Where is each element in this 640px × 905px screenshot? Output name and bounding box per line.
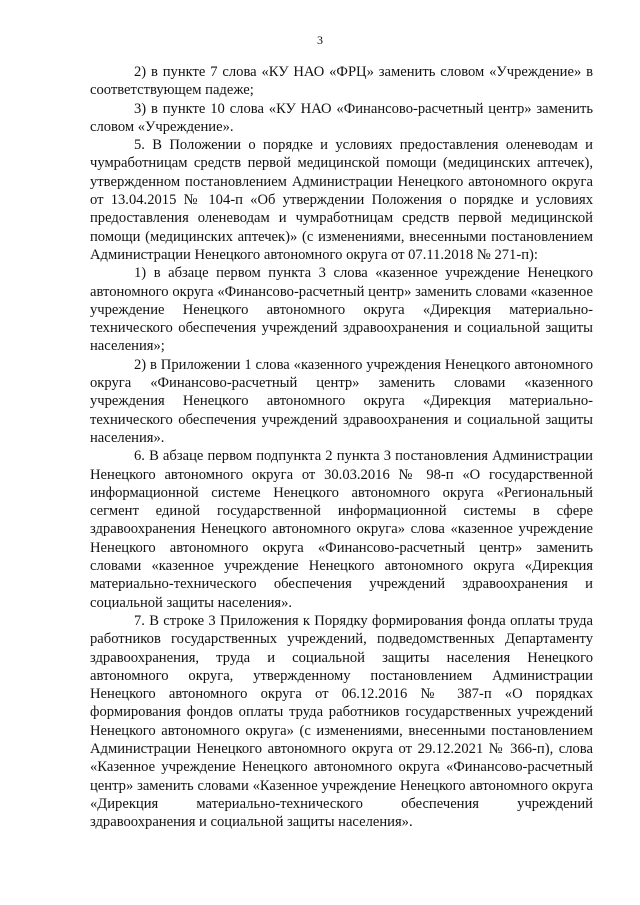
- paragraph-section-5: 5. В Положении о порядке и условиях предоставления оленеводам и чумработницам средств первой медицинской помощи (медицинских аптечек), утвержденном постановлением Администрации Ненецкого автономного округа от 13.04.2015 № 104-п «Об утверждении Положения о порядке и условиях предоставления оленеводам и чумработницам средств первой медицинской помощи (медицинских аптечек)» (с изменениями, внесенными постановлением Администрации Ненецкого автономного округа от 07.11.2018 № 271-п):: [90, 137, 593, 263]
- paragraph-section-5-item-2: 2) в Приложении 1 слова «казенного учреждения Ненецкого автономного округа «Финансово-расчетный центр» заменить словами «казенного учреждения Ненецкого автономного округа «Дирекция материально-технического обеспечения учреждений здравоохранения и социальной защиты населения».: [90, 356, 593, 446]
- document-body: [90, 63, 593, 831]
- paragraph-item-3: 3) в пункте 10 слова «КУ НАО «Финансово-расчетный центр» заменить словом «Учреждение».: [90, 100, 593, 135]
- paragraph-section-6: 6. В абзаце первом подпункта 2 пункта 3 постановления Администрации Ненецкого автономного округа от 30.03.2016 № 98-п «О государственной информационной системе Ненецкого автономного округа «Региональный сегмент единой государственной информационной системы в сфере здравоохранения Ненецкого автономного округа» слова «казенное учреждение Ненецкого автономного округа «Финансово-расчетный центр» заменить словами «казенное учреждение Ненецкого автономного округа «Дирекция материально-технического обеспечения учреждений здравоохранения и социальной защиты населения».: [90, 448, 593, 611]
- paragraph-section-7: 7. В строке 3 Приложения к Порядку формирования фонда оплаты труда работников государственных учреждений, подведомственных Департаменту здравоохранения, труда и социальной защиты населения Ненецкого автономного округа, утвержденному постановлением Администрации Ненецкого автономного округа от 06.12.2016 № 387-п «О порядках формирования фондов оплаты труда работников государственных учреждений Ненецкого автономного округа» (с изменениями, внесенными постановлением Администрации Ненецкого автономного округа от 29.12.2021 № 366-п), слова «Казенное учреждение Ненецкого автономного округа «Финансово-расчетный центр» заменить словами «Казенное учреждение Ненецкого автономного округа «Дирекция материально-технического обеспечения учреждений здравоохранения и социальной защиты населения».: [90, 612, 593, 831]
- page-number: 3: [317, 33, 323, 47]
- paragraph-section-5-item-1: 1) в абзаце первом пункта 3 слова «казенное учреждение Ненецкого автономного округа «Финансово-расчетный центр» заменить словами «казенное учреждение Ненецкого автономного округа «Дирекция материально-технического обеспечения учреждений здравоохранения и социальной защиты населения»;: [90, 265, 593, 355]
- paragraph-item-2: 2) в пункте 7 слова «КУ НАО «ФРЦ» заменить словом «Учреждение» в соответствующем падеже;: [90, 64, 593, 99]
